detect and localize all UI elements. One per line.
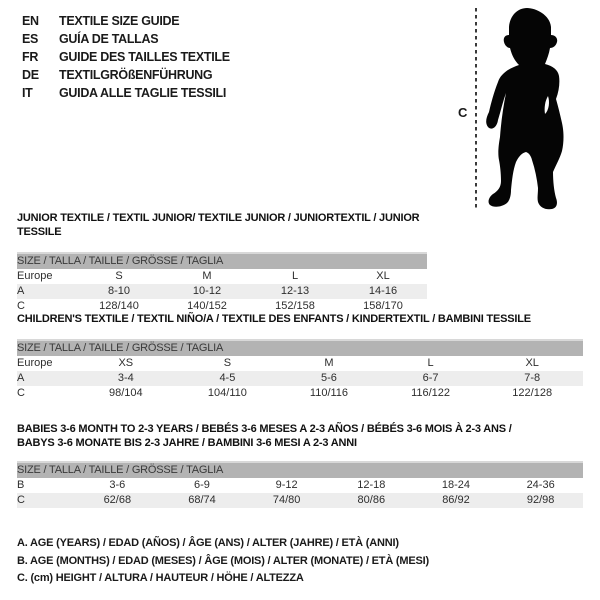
row-label: Europe xyxy=(17,270,53,282)
cell: 62/68 xyxy=(75,493,160,508)
cell: 122/128 xyxy=(512,387,553,399)
row-label: C xyxy=(17,387,25,399)
language-title: GUIDA ALLE TAGLIE TESSILI xyxy=(59,86,227,100)
cell: M xyxy=(202,270,212,282)
cell: 110/116 xyxy=(309,387,349,399)
language-row-de xyxy=(22,66,230,84)
cell: 24-36 xyxy=(526,479,555,491)
children-section-title: CHILDREN'S TEXTILE / TEXTIL NIÑO/A / TEXTILE DES ENFANTS / KINDERTEXTIL / BAMBINI TESSILE xyxy=(17,313,531,325)
cell: 4-5 xyxy=(177,371,279,386)
cell: 68/74 xyxy=(160,493,245,508)
cell: S xyxy=(115,270,123,282)
table-row-c xyxy=(17,386,583,401)
language-code: EN xyxy=(22,14,39,28)
row-label: C xyxy=(17,493,75,508)
language-code: IT xyxy=(22,86,33,100)
cell: 92/98 xyxy=(498,493,583,508)
language-code: FR xyxy=(22,50,39,64)
cell: 12-18 xyxy=(357,479,386,491)
measure-dotted-line xyxy=(475,8,477,211)
cell: XS xyxy=(118,357,134,369)
cell: 152/158 xyxy=(275,300,315,312)
baby-silhouette-icon xyxy=(485,5,595,215)
cell: 74/80 xyxy=(244,493,329,508)
cell: 98/104 xyxy=(108,387,143,399)
row-label: A xyxy=(17,371,75,386)
size-header-row xyxy=(17,462,583,478)
table-row-a xyxy=(17,284,427,299)
footnote-b: B. AGE (MONTHS) / EDAD (MESES) / ÂGE (MOIS) / ALTER (MONATE) / ETÀ (MESI) xyxy=(17,554,429,567)
babies-section-title-line1: BABIES 3-6 MONTH TO 2-3 YEARS / BEBÉS 3-6 MESES A 2-3 AÑOS / BÉBÉS 3-6 MOIS À 2-3 ANS / xyxy=(17,423,512,435)
cell: 116/122 xyxy=(411,387,451,399)
language-row-fr xyxy=(22,48,230,66)
footnote-c: C. (cm) HEIGHT / ALTURA / HAUTEUR / HÖHE / ALTEZZA xyxy=(17,572,304,584)
children-size-table xyxy=(17,339,583,401)
cell: XL xyxy=(376,270,390,282)
measure-c-label: C xyxy=(458,105,468,120)
language-title-list xyxy=(22,12,230,102)
junior-section xyxy=(17,211,427,314)
junior-size-table xyxy=(17,252,427,314)
cell: M xyxy=(324,357,334,369)
table-row-europe xyxy=(17,269,427,284)
cell: 158/170 xyxy=(363,300,403,312)
row-label: Europe xyxy=(17,357,53,369)
cell: 3-4 xyxy=(75,371,177,386)
cell: XL xyxy=(525,357,539,369)
babies-size-table xyxy=(17,461,583,508)
babies-section-title-line2: BABYS 3-6 MONATE BIS 2-3 JAHRE / BAMBINI 3-6 MESI A 2-3 ANNI xyxy=(17,437,357,449)
language-row-it xyxy=(22,84,230,102)
cell: 80/86 xyxy=(329,493,414,508)
size-header-bar: SIZE / TALLA / TAILLE / GRÖSSE / TAGLIA xyxy=(17,253,427,269)
table-row-a xyxy=(17,371,583,386)
cell: 14-16 xyxy=(339,284,427,299)
height-measure-figure xyxy=(450,5,596,217)
language-title: GUIDE DES TAILLES TEXTILE xyxy=(59,50,230,64)
size-header-bar: SIZE / TALLA / TAILLE / GRÖSSE / TAGLIA xyxy=(17,340,583,356)
size-header-bar: SIZE / TALLA / TAILLE / GRÖSSE / TAGLIA xyxy=(17,462,583,478)
cell: 5-6 xyxy=(278,371,380,386)
cell: 6-9 xyxy=(194,479,210,491)
cell: 128/140 xyxy=(99,300,139,312)
language-title: TEXTILE SIZE GUIDE xyxy=(59,14,180,28)
cell: 140/152 xyxy=(187,300,227,312)
table-row-b xyxy=(17,478,583,493)
language-code: ES xyxy=(22,32,39,46)
babies-table-wrap xyxy=(17,461,583,508)
cell: S xyxy=(223,357,232,369)
row-label: A xyxy=(17,284,75,299)
children-section xyxy=(17,312,583,401)
row-label: B xyxy=(17,479,25,491)
cell: L xyxy=(291,270,299,282)
cell: 86/92 xyxy=(414,493,499,508)
size-header-row xyxy=(17,340,583,356)
row-label: C xyxy=(17,300,25,312)
table-row-europe xyxy=(17,356,583,371)
language-row-es xyxy=(22,30,230,48)
cell: L xyxy=(427,357,434,369)
language-title: TEXTILGRÖßENFÜHRUNG xyxy=(59,68,213,82)
cell: 7-8 xyxy=(481,371,583,386)
table-row-c xyxy=(17,493,583,508)
legend-footnotes xyxy=(17,535,429,588)
cell: 6-7 xyxy=(380,371,482,386)
language-row-en xyxy=(22,12,230,30)
junior-section-title: JUNIOR TEXTILE / TEXTIL JUNIOR/ TEXTILE JUNIOR / JUNIORTEXTIL / JUNIOR TESSILE xyxy=(17,212,420,238)
cell: 9-12 xyxy=(275,479,298,491)
cell: 3-6 xyxy=(109,479,126,491)
language-title: GUÍA DE TALLAS xyxy=(59,32,159,46)
cell: 8-10 xyxy=(75,284,163,299)
language-code: DE xyxy=(22,68,39,82)
cell: 10-12 xyxy=(163,284,251,299)
cell: 12-13 xyxy=(251,284,339,299)
cell: 18-24 xyxy=(441,479,471,491)
babies-section xyxy=(17,422,583,508)
cell: 104/110 xyxy=(207,387,247,399)
size-header-row xyxy=(17,253,427,269)
footnote-a: A. AGE (YEARS) / EDAD (AÑOS) / ÂGE (ANS) / ALTER (JAHRE) / ETÀ (ANNI) xyxy=(17,537,399,549)
